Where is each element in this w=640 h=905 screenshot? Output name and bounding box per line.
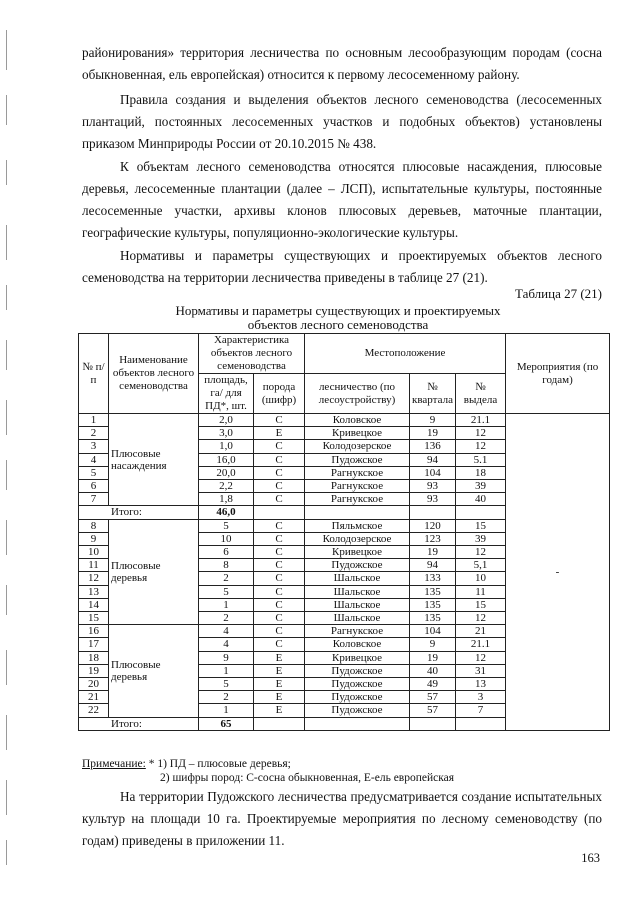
cell-num: 5 xyxy=(79,466,109,479)
cell-species: Е xyxy=(254,678,305,691)
cell-num: 8 xyxy=(79,519,109,532)
cell-quarter: 94 xyxy=(410,453,456,466)
cell-forestry: Колодозерское xyxy=(305,440,410,453)
cell-allotment: 12 xyxy=(456,440,506,453)
cell-species: С xyxy=(254,612,305,625)
cell-area: 5 xyxy=(199,519,254,532)
paragraph-1: районирования» территория лесничества по основным лесообразующим породам (сосна обыкновенная, ель европейская) относится к первому лесосеменному району. xyxy=(82,45,602,82)
cell-num: 10 xyxy=(79,546,109,559)
table-note: Примечание: * 1) ПД – плюсовые деревья; xyxy=(82,758,291,770)
cell-allotment: 15 xyxy=(456,598,506,611)
cell-species: С xyxy=(254,585,305,598)
cell-quarter: 57 xyxy=(410,691,456,704)
cell-area: 1 xyxy=(199,598,254,611)
cell-area: 9 xyxy=(199,651,254,664)
total-value: 65 xyxy=(199,717,254,730)
page-number: 163 xyxy=(581,851,600,865)
cell-area: 4 xyxy=(199,638,254,651)
cell-num: 16 xyxy=(79,625,109,638)
cell-allotment: 12 xyxy=(456,427,506,440)
cell-area: 8 xyxy=(199,559,254,572)
table-note-species: 2) шифры пород: С-сосна обыкновенная, Е-ель европейская xyxy=(160,772,455,784)
cell-allotment: 7 xyxy=(456,704,506,717)
cell-num: 20 xyxy=(79,678,109,691)
cell-num: 14 xyxy=(79,598,109,611)
cell-species: С xyxy=(254,598,305,611)
cell-quarter: 94 xyxy=(410,559,456,572)
cell-species: Е xyxy=(254,691,305,704)
cell-allotment: 5,1 xyxy=(456,559,506,572)
header-measures: Мероприятия (по годам) xyxy=(506,334,610,414)
cell-quarter: 104 xyxy=(410,625,456,638)
cell-quarter: 9 xyxy=(410,638,456,651)
cell-quarter: 49 xyxy=(410,678,456,691)
cell-forestry: Шальское xyxy=(305,572,410,585)
cell-area: 2 xyxy=(199,612,254,625)
cell-forestry: Пяльмское xyxy=(305,519,410,532)
cell-num: 22 xyxy=(79,704,109,717)
cell-forestry: Коловское xyxy=(305,414,410,427)
cell-species: С xyxy=(254,519,305,532)
cell-num: 12 xyxy=(79,572,109,585)
cell-area: 1 xyxy=(199,704,254,717)
cell-species: Е xyxy=(254,427,305,440)
cell-allotment: 12 xyxy=(456,612,506,625)
cell-allotment: 31 xyxy=(456,664,506,677)
paragraph-2: Правила создания и выделения объектов лесного семеноводства (лесосеменных плантаций, постоянных лесосеменных участков и подобных объектов) установлены приказом Минприроды России от 20.10.2015 № 438. xyxy=(82,92,602,151)
header-allotment: № выдела xyxy=(456,374,506,414)
cell-forestry: Пудожское xyxy=(305,453,410,466)
cell-area: 2 xyxy=(199,572,254,585)
cell-num: 6 xyxy=(79,480,109,493)
cell-species: С xyxy=(254,572,305,585)
total-value: 46,0 xyxy=(199,506,254,519)
cell-area: 2,2 xyxy=(199,480,254,493)
cell-allotment: 12 xyxy=(456,546,506,559)
cell-allotment: 5.1 xyxy=(456,453,506,466)
cell-allotment: 21 xyxy=(456,625,506,638)
cell-species: С xyxy=(254,493,305,506)
cell-area: 6 xyxy=(199,546,254,559)
cell-object-name: Плюсовые деревья xyxy=(109,625,199,717)
cell-forestry: Рагнукское xyxy=(305,466,410,479)
cell-num: 9 xyxy=(79,532,109,545)
cell-allotment: 21.1 xyxy=(456,414,506,427)
cell-quarter: 136 xyxy=(410,440,456,453)
cell-quarter: 19 xyxy=(410,651,456,664)
cell-area: 5 xyxy=(199,678,254,691)
cell-area: 2 xyxy=(199,691,254,704)
cell-forestry: Рагнукское xyxy=(305,493,410,506)
header-species: порода (шифр) xyxy=(254,374,305,414)
cell-quarter: 120 xyxy=(410,519,456,532)
cell-species: Е xyxy=(254,704,305,717)
cell-area: 10 xyxy=(199,532,254,545)
cell-num: 19 xyxy=(79,664,109,677)
cell-area: 1,0 xyxy=(199,440,254,453)
cell-allotment: 3 xyxy=(456,691,506,704)
cell-species: С xyxy=(254,440,305,453)
final-paragraph: На территории Пудожского лесничества предусматривается создание испытательных культур на площади 10 га. Проектируемые мероприятия по лесному семеноводству (по годам) приведены в приложении 11. xyxy=(82,789,602,848)
cell-num: 18 xyxy=(79,651,109,664)
cell-forestry: Коловское xyxy=(305,638,410,651)
paragraph-4: Нормативы и параметры существующих и проектируемых объектов лесного семеноводства на территории лесничества приведены в таблице 27 (21). xyxy=(82,248,602,285)
cell-species: С xyxy=(254,532,305,545)
cell-area: 4 xyxy=(199,625,254,638)
table-row xyxy=(79,414,610,427)
header-area: площадь, га/ для ПД*, шт. xyxy=(199,374,254,414)
cell-quarter: 19 xyxy=(410,427,456,440)
cell-num: 15 xyxy=(79,612,109,625)
cell-quarter: 57 xyxy=(410,704,456,717)
table-title: Нормативы и параметры существующих и проектируемых объектов лесного семеноводства xyxy=(175,303,501,332)
cell-forestry: Рагнукское xyxy=(305,625,410,638)
cell-forestry: Рагнукское xyxy=(305,480,410,493)
cell-species: Е xyxy=(254,664,305,677)
cell-quarter: 104 xyxy=(410,466,456,479)
cell-forestry: Пудожское xyxy=(305,678,410,691)
header-forestry: лесничество (по лесоустройству) xyxy=(305,374,410,414)
cell-quarter: 40 xyxy=(410,664,456,677)
total-label: Итого: xyxy=(79,506,199,519)
cell-quarter: 93 xyxy=(410,480,456,493)
header-name: Наименование объектов лесного семеноводства xyxy=(109,334,199,414)
header-quarter: № квартала xyxy=(410,374,456,414)
cell-num: 13 xyxy=(79,585,109,598)
cell-allotment: 21.1 xyxy=(456,638,506,651)
cell-forestry: Шальское xyxy=(305,585,410,598)
cell-allotment: 18 xyxy=(456,466,506,479)
cell-num: 3 xyxy=(79,440,109,453)
header-location: Местоположение xyxy=(305,334,506,374)
seed-objects-table xyxy=(78,333,610,731)
cell-allotment: 40 xyxy=(456,493,506,506)
total-label: Итого: xyxy=(79,717,199,730)
cell-area: 20,0 xyxy=(199,466,254,479)
cell-area: 1,8 xyxy=(199,493,254,506)
cell-forestry: Кривецкое xyxy=(305,651,410,664)
cell-forestry: Пудожское xyxy=(305,559,410,572)
margin-marks xyxy=(0,0,30,905)
cell-measures: - xyxy=(506,414,610,731)
cell-num: 2 xyxy=(79,427,109,440)
table-label: Таблица 27 (21) xyxy=(514,286,602,301)
cell-species: С xyxy=(254,546,305,559)
cell-forestry: Кривецкое xyxy=(305,546,410,559)
cell-quarter: 135 xyxy=(410,612,456,625)
cell-num: 7 xyxy=(79,493,109,506)
cell-species: С xyxy=(254,638,305,651)
paragraph-3: К объектам лесного семеноводства относятся плюсовые насаждения, плюсовые деревья, лесосеменные плантации (далее – ЛСП), испытательные культуры, постоянные лесосеменные участки, архивы клонов плюсовых деревьев, маточные плантации, географические культуры, популяционно-экологические культуры. xyxy=(82,159,602,240)
cell-allotment: 10 xyxy=(456,572,506,585)
header-characteristic: Характеристика объектов лесного семеноводства xyxy=(199,334,305,374)
cell-species: С xyxy=(254,559,305,572)
cell-num: 21 xyxy=(79,691,109,704)
cell-species: С xyxy=(254,480,305,493)
cell-allotment: 15 xyxy=(456,519,506,532)
cell-area: 16,0 xyxy=(199,453,254,466)
cell-allotment: 39 xyxy=(456,532,506,545)
cell-forestry: Шальское xyxy=(305,612,410,625)
cell-species: С xyxy=(254,453,305,466)
cell-quarter: 135 xyxy=(410,598,456,611)
cell-area: 2,0 xyxy=(199,414,254,427)
cell-allotment: 11 xyxy=(456,585,506,598)
cell-forestry: Пудожское xyxy=(305,664,410,677)
cell-quarter: 9 xyxy=(410,414,456,427)
cell-allotment: 39 xyxy=(456,480,506,493)
cell-quarter: 19 xyxy=(410,546,456,559)
cell-quarter: 93 xyxy=(410,493,456,506)
cell-object-name: Плюсовые деревья xyxy=(109,519,199,625)
cell-area: 5 xyxy=(199,585,254,598)
cell-num: 17 xyxy=(79,638,109,651)
cell-quarter: 133 xyxy=(410,572,456,585)
cell-quarter: 135 xyxy=(410,585,456,598)
cell-forestry: Пудожское xyxy=(305,704,410,717)
cell-num: 4 xyxy=(79,453,109,466)
cell-forestry: Шальское xyxy=(305,598,410,611)
cell-species: С xyxy=(254,414,305,427)
cell-forestry: Кривецкое xyxy=(305,427,410,440)
header-num: № п/п xyxy=(79,334,109,414)
cell-num: 11 xyxy=(79,559,109,572)
cell-forestry: Колодозерское xyxy=(305,532,410,545)
cell-area: 3,0 xyxy=(199,427,254,440)
cell-area: 1 xyxy=(199,664,254,677)
cell-species: С xyxy=(254,625,305,638)
cell-species: Е xyxy=(254,651,305,664)
cell-object-name: Плюсовые насаждения xyxy=(109,414,199,506)
cell-quarter: 123 xyxy=(410,532,456,545)
cell-num: 1 xyxy=(79,414,109,427)
cell-allotment: 13 xyxy=(456,678,506,691)
cell-forestry: Пудожское xyxy=(305,691,410,704)
cell-allotment: 12 xyxy=(456,651,506,664)
cell-species: С xyxy=(254,466,305,479)
